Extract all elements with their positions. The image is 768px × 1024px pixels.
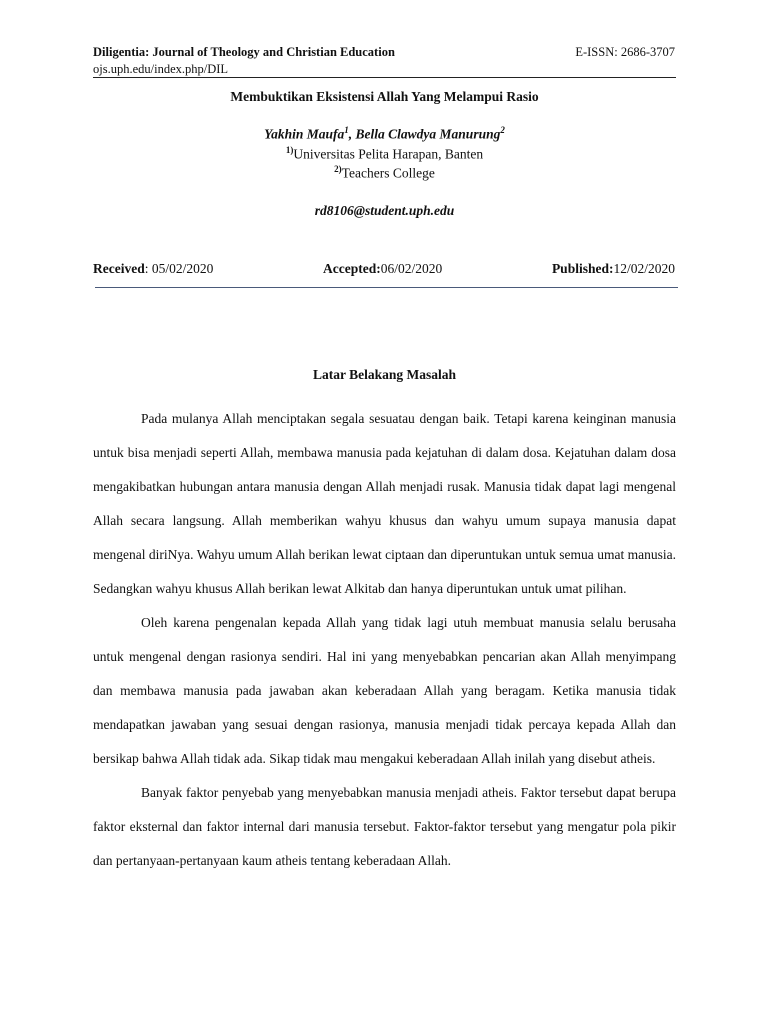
affiliation-text: Universitas Pelita Harapan, Banten xyxy=(293,146,484,162)
received-date xyxy=(93,261,213,277)
section-heading: Latar Belakang Masalah xyxy=(312,367,456,382)
paragraph: Banyak faktor penyebab yang menyebabkan manusia menjadi atheis. Faktor tersebut dapat berupa faktor eksternal dan faktor internal dari manusia tersebut. Faktor-faktor tersebut yang mengatur pola pikir dan pertanyaan-pertanyaan kaum atheis tentang keberadaan Allah. xyxy=(93,785,676,868)
dates-row xyxy=(93,261,675,277)
author-separator: , xyxy=(348,126,356,142)
affiliation xyxy=(93,164,676,182)
received-label: Received xyxy=(93,261,145,276)
published-value: 12/02/2020 xyxy=(613,261,675,276)
published-label: Published: xyxy=(551,261,614,276)
contact-email[interactable]: rd8106@student.uph.edu xyxy=(314,203,455,218)
author-name: Yakhin Maufa xyxy=(264,126,345,142)
author-name: Bella Clawdya Manurung xyxy=(355,126,501,142)
affiliation-mark: 1) xyxy=(285,145,294,155)
header-row xyxy=(93,44,675,61)
affiliation xyxy=(93,145,676,163)
published-date xyxy=(552,261,675,277)
accepted-value: 06/02/2020 xyxy=(380,261,443,276)
paragraph: Pada mulanya Allah menciptakan segala sesuatau dengan baik. Tetapi karena keinginan manusia untuk bisa menjadi seperti Allah, membawa manusia pada kejatuhan di dalam dosa. Kejatuhan dalam dosa mengakibatkan hubungan antara manusia dengan Allah menjadi rusak. Manusia tidak dapat lagi mengenal Allah secara langsung. Allah memberikan wahyu khusus dan wahyu umum supaya manusia dapat mengenal diriNya. Wahyu umum Allah berikan lewat ciptaan dan diperuntukan untuk semua umat manusia. Sedangkan wahyu khusus Allah berikan lewat Alkitab dan hanya diperuntukan untuk umat pilihan. xyxy=(93,411,676,596)
journal-name: Diligentia: Journal of Theology and Christian Education xyxy=(93,45,395,59)
dates-divider xyxy=(95,287,678,288)
author-affil-mark: 2 xyxy=(500,125,505,135)
issn: E-ISSN: 2686-3707 xyxy=(575,45,675,59)
affiliation-mark: 2) xyxy=(334,164,342,174)
paper-title: Membuktikan Eksistensi Allah Yang Melampui Rasio xyxy=(230,89,539,104)
author-affil-mark: 1 xyxy=(344,125,349,135)
received-value: : 05/02/2020 xyxy=(144,261,214,276)
header-divider xyxy=(93,77,676,78)
affiliation-text: Teachers College xyxy=(341,165,435,181)
accepted-date xyxy=(323,261,442,277)
body-text xyxy=(93,402,676,878)
author-list xyxy=(93,125,676,143)
running-header xyxy=(93,44,675,78)
paragraph: Oleh karena pengenalan kepada Allah yang tidak lagi utuh membuat manusia selalu berusaha untuk mengenal dengan rasionya sendiri. Hal ini yang menyebabkan pencarian akan Allah menyimpang dan membawa manusia pada jawaban akan keberadaan Allah yang beragam. Ketika manusia tidak mendapatkan jawaban yang sesuai dengan rasionya, manusia menjadi tidak percaya kepada Allah dan bersikap bahwa Allah tidak ada. Sikap tidak mau mengakui keberadaan Allah inilah yang disebut atheis. xyxy=(93,615,676,766)
journal-url[interactable]: ojs.uph.edu/index.php/DIL xyxy=(93,62,229,76)
accepted-label: Accepted: xyxy=(323,261,381,276)
